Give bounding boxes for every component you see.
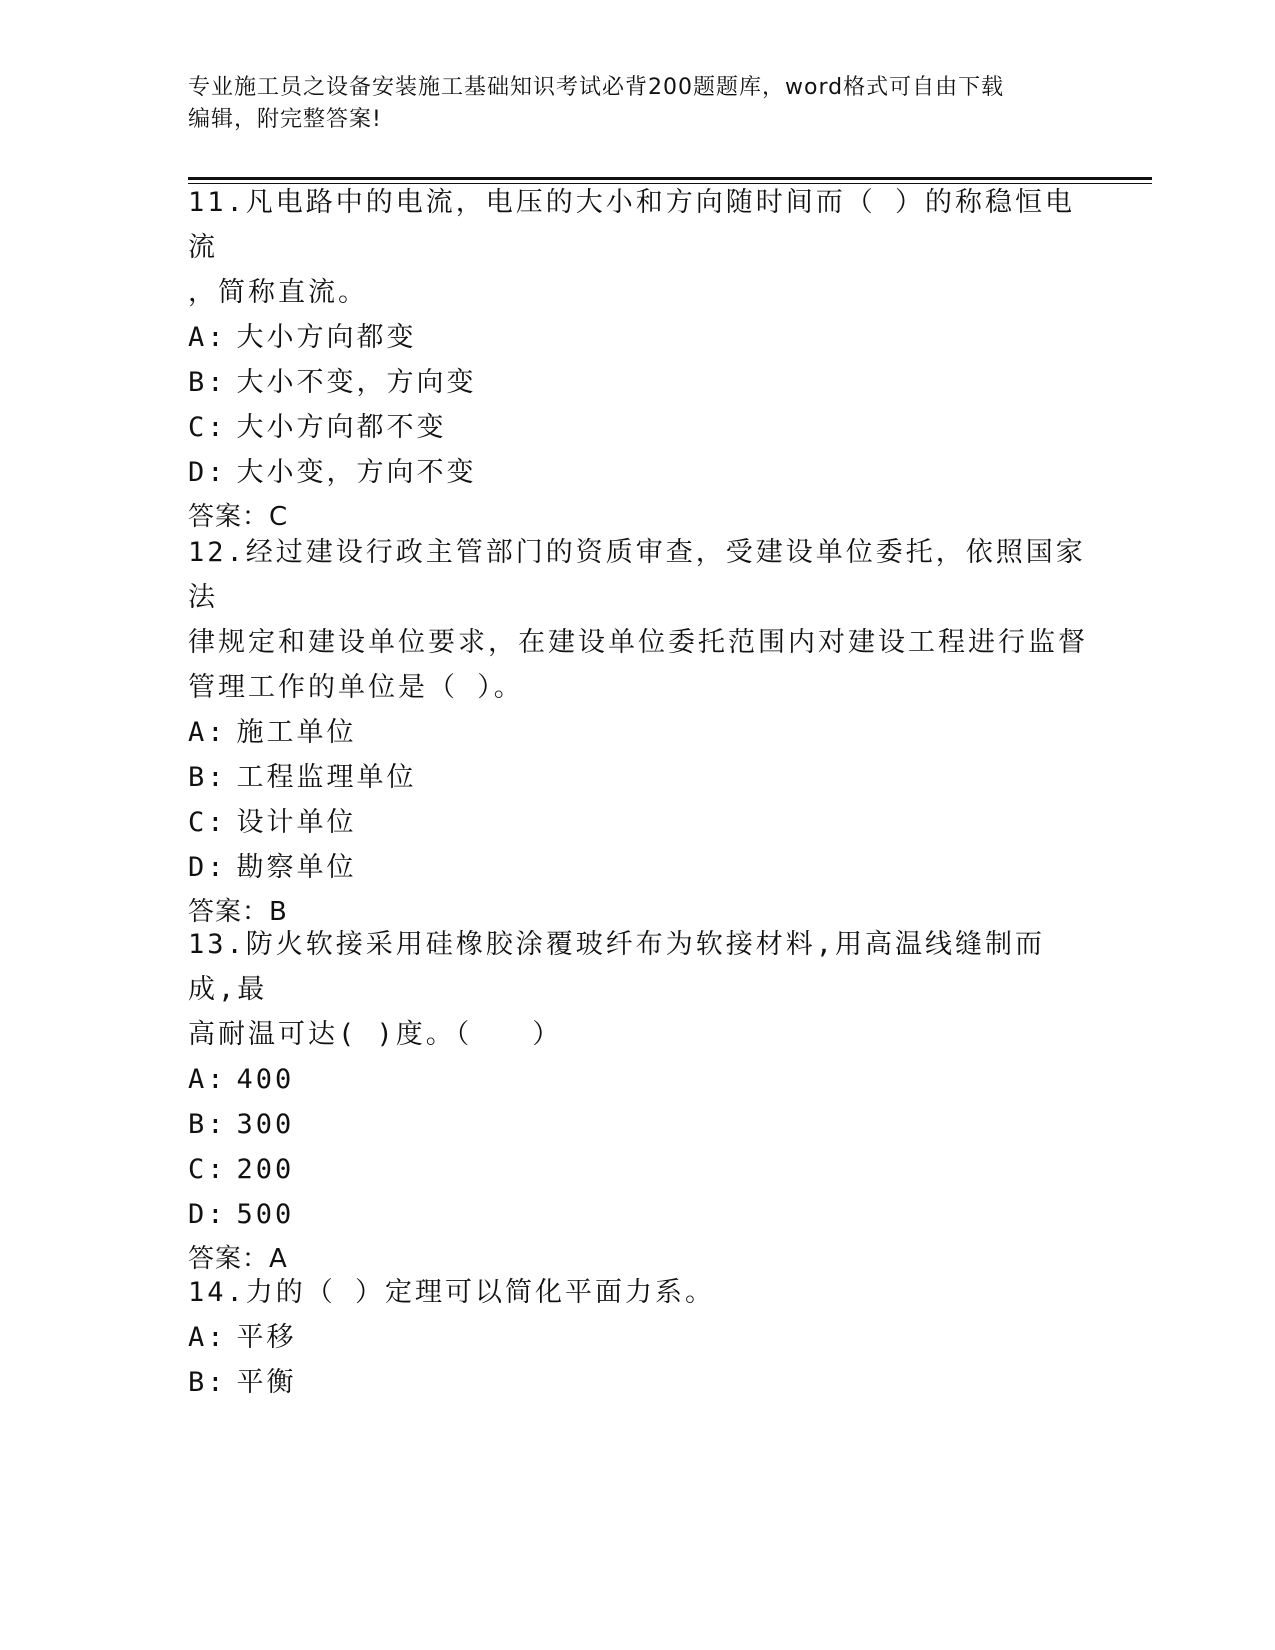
option-b: B: 大小不变，方向变 bbox=[188, 367, 477, 398]
option-a: A: 大小方向都变 bbox=[188, 322, 417, 353]
option-a: A: 400 bbox=[188, 1064, 295, 1095]
answer-line: 答案：A bbox=[188, 1244, 288, 1274]
option-c: C: 200 bbox=[188, 1154, 295, 1185]
question-text-line: 12.经过建设行政主管部门的资质审查，受建设单位委托，依照国家法 bbox=[188, 537, 1086, 613]
option-d: D: 大小变，方向不变 bbox=[188, 457, 477, 488]
option-d: D: 勘察单位 bbox=[188, 852, 357, 883]
header-line-1: 专业施工员之设备安装施工基础知识考试必背200题题库，word格式可自由下载 bbox=[188, 75, 1005, 100]
document-header bbox=[188, 72, 1068, 136]
question-block-11 bbox=[188, 180, 1088, 540]
question-text-line: 高耐温可达( )度。（ ） bbox=[188, 1019, 563, 1050]
question-text-line: 管理工作的单位是（ ）。 bbox=[188, 672, 524, 703]
question-text-line: 11.凡电路中的电流，电压的大小和方向随时间而（ ）的称稳恒电流 bbox=[188, 187, 1076, 263]
option-c: C: 设计单位 bbox=[188, 807, 357, 838]
option-b: B: 平衡 bbox=[188, 1367, 297, 1398]
option-c: C: 大小方向都不变 bbox=[188, 412, 447, 443]
option-b: B: 工程监理单位 bbox=[188, 762, 417, 793]
header-line-2: 编辑，附完整答案! bbox=[188, 107, 382, 132]
option-d: D: 500 bbox=[188, 1199, 295, 1230]
question-text-line: 13.防火软接采用硅橡胶涂覆玻纤布为软接材料,用高温线缝制而成,最 bbox=[188, 929, 1046, 1005]
question-block-12 bbox=[188, 530, 1088, 935]
question-text-line: 14.力的（ ）定理可以简化平面力系。 bbox=[188, 1277, 716, 1308]
option-a: A: 平移 bbox=[188, 1322, 297, 1353]
question-text-line: ，简称直流。 bbox=[188, 277, 368, 308]
question-block-14 bbox=[188, 1270, 1088, 1405]
question-block-13 bbox=[188, 922, 1088, 1282]
question-text-line: 律规定和建设单位要求，在建设单位委托范围内对建设工程进行监督 bbox=[188, 627, 1088, 658]
option-b: B: 300 bbox=[188, 1109, 295, 1140]
answer-line: 答案：C bbox=[188, 502, 289, 532]
answer-line: 答案：B bbox=[188, 897, 288, 927]
option-a: A: 施工单位 bbox=[188, 717, 357, 748]
